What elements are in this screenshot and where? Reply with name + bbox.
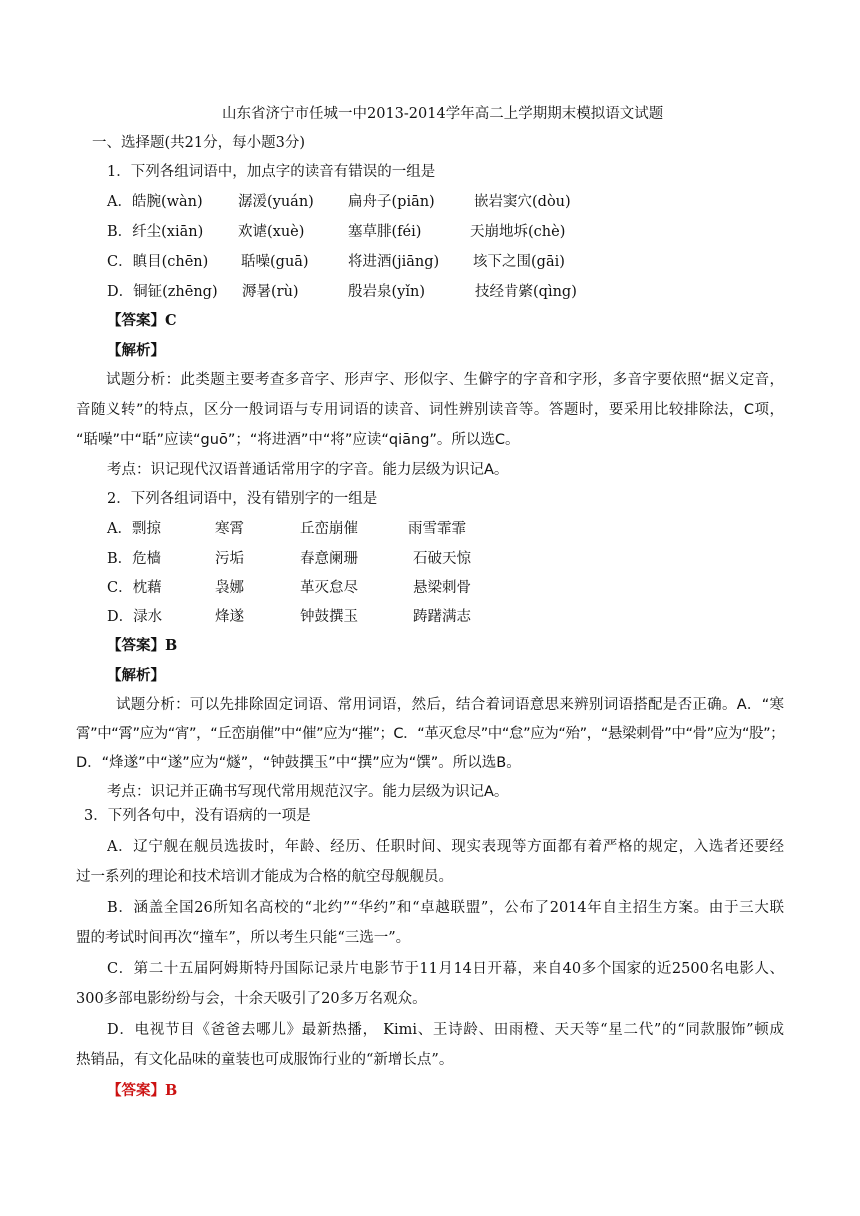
question-3-option-b-line: 盟的考试时间再次“撞车”，所以考生只能“三选一”。 bbox=[76, 930, 411, 946]
question-3-option-c-line: C．第二十五届阿姆斯特丹国际记录片电影节于11月14日开幕，来自40多个国家的近2500名电影人、 bbox=[107, 961, 784, 977]
option-item: 垓下之围(gāi) bbox=[473, 254, 565, 270]
question-1-analysis-line: “聒噪”中“聒”应读“guō”；“将进酒”中“将”应读“qiāng”。所以选C。 bbox=[76, 432, 520, 448]
option-item: 扁舟子(piān) bbox=[348, 194, 435, 210]
question-3-answer: 【答案】B bbox=[107, 1082, 178, 1099]
question-1-analysis-label: 【解析】 bbox=[107, 342, 165, 359]
option-item: 殷岩泉(yǐn) bbox=[348, 284, 425, 300]
question-3-option-a-line: 过一系列的理论和技术培训才能成为合格的航空母舰舰员。 bbox=[76, 869, 453, 885]
question-1-analysis-line: 试题分析：此类题主要考查多音字、形声字、形似字、生僻字的字音和字形，多音字要依照“据义定音， bbox=[106, 372, 784, 388]
question-2-analysis-line: 试题分析：可以先排除固定词语、常用词语，然后，结合着词语意思来辨别词语搭配是否正确。A．“寒 bbox=[116, 697, 784, 713]
question-2-point: 考点：识记并正确书写现代常用规范汉字。能力层级为识记A。 bbox=[107, 784, 509, 800]
section-heading: 一、选择题(共21分，每小题3分) bbox=[92, 135, 305, 151]
option-item: 悬梁刺骨 bbox=[413, 580, 471, 596]
option-item: 技经肯綮(qìng) bbox=[475, 284, 577, 300]
option-item: 溽暑(rù) bbox=[242, 284, 299, 300]
option-item: 丘峦崩催 bbox=[300, 521, 358, 537]
option-item: 嵌岩窦穴(dòu) bbox=[474, 194, 571, 210]
question-3-option-d-line: D．电视节目《爸爸去哪儿》最新热播， Kimi、王诗龄、田雨橙、天天等“星二代”的“同款服饰”顿成 bbox=[107, 1022, 784, 1038]
option-item: A．剽掠 bbox=[107, 521, 161, 537]
question-3-option-a-line: A．辽宁舰在舰员选拔时，年龄、经历、任职时间、现实表现等方面都有着严格的规定，入选者还要经 bbox=[107, 839, 784, 855]
option-item: B．危樯 bbox=[107, 551, 162, 567]
question-2-answer: 【答案】B bbox=[107, 637, 178, 654]
option-item: 踌躇满志 bbox=[413, 609, 471, 625]
question-3-stem: 3．下列各句中，没有语病的一项是 bbox=[84, 808, 311, 824]
question-2-analysis-line: 霄”中“霄”应为“宵”，“丘峦崩催”中“催”应为“摧”；C．“革灭怠尽”中“怠”应为“殆”，“悬梁刺骨”中“骨”应为“股”； bbox=[76, 726, 784, 742]
question-1-stem: 1．下列各组词语中，加点字的读音有错误的一组是 bbox=[107, 164, 436, 180]
question-1-analysis-line: 音随义转”的特点，区分一般词语与专用词语的读音、词性辨别读音等。答题时，要采用比较排除法，C项， bbox=[76, 402, 784, 418]
question-3-option-c-line: 300多部电影纷纷与会，十余天吸引了20多万名观众。 bbox=[76, 991, 427, 1007]
option-item: C．枕藉 bbox=[107, 580, 162, 596]
option-item: B．纤尘(xiān) bbox=[107, 224, 204, 240]
question-2-stem: 2．下列各组词语中，没有错别字的一组是 bbox=[107, 491, 378, 507]
option-item: 石破天惊 bbox=[413, 551, 471, 567]
option-item: 聒噪(guā) bbox=[241, 254, 309, 270]
option-item: 袅娜 bbox=[215, 580, 244, 596]
question-2-analysis-label: 【解析】 bbox=[107, 667, 165, 684]
document-title: 山东省济宁市任城一中2013-2014学年高二上学期期末模拟语文试题 bbox=[222, 106, 664, 122]
question-3-option-d-line: 热销品，有文化品味的童装也可成服饰行业的“新增长点”。 bbox=[76, 1052, 454, 1068]
option-item: 潺湲(yuán) bbox=[238, 194, 314, 210]
question-3-option-b-line: B．涵盖全国26所知名高校的“北约”“华约”和“卓越联盟”，公布了2014年自主招生方案。由于三大联 bbox=[107, 900, 784, 916]
option-item: 欢谑(xuè) bbox=[238, 224, 305, 240]
option-item: 钟鼓撰玉 bbox=[300, 609, 358, 625]
option-item: 革灭怠尽 bbox=[300, 580, 358, 596]
option-item: A．皓腕(wàn) bbox=[107, 194, 203, 210]
option-item: 寒霄 bbox=[215, 521, 244, 537]
option-item: 塞草腓(féi) bbox=[348, 224, 422, 240]
option-item: 雨雪霏霏 bbox=[408, 521, 466, 537]
option-item: 春意阑珊 bbox=[300, 551, 358, 567]
option-item: D．渌水 bbox=[107, 609, 163, 625]
question-2-analysis-line: D．“烽遂”中“遂”应为“燧”，“钟鼓撰玉”中“撰”应为“馔”。所以选B。 bbox=[76, 755, 521, 771]
question-1-answer: 【答案】C bbox=[107, 312, 177, 329]
option-item: 天崩地坼(chè) bbox=[470, 224, 566, 240]
option-item: 将进酒(jiāng) bbox=[348, 254, 440, 270]
option-item: D．铜钲(zhēng) bbox=[107, 284, 218, 300]
question-1-point: 考点：识记现代汉语普通话常用字的字音。能力层级为识记A。 bbox=[107, 462, 509, 478]
option-item: C．瞋目(chēn) bbox=[107, 254, 209, 270]
option-item: 污垢 bbox=[215, 551, 244, 567]
option-item: 烽遂 bbox=[215, 609, 244, 625]
